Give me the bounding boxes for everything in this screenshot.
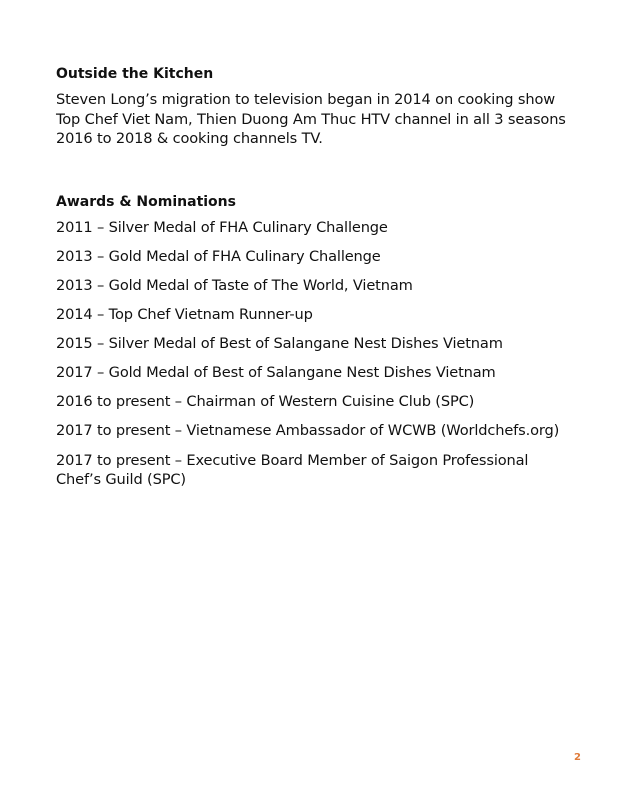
awards-section — [56, 192, 576, 490]
outside-kitchen-heading: Outside the Kitchen — [56, 66, 214, 82]
document-page — [56, 64, 576, 499]
outside-kitchen-section — [56, 64, 576, 149]
awards-heading: Awards & Nominations — [56, 193, 236, 210]
outside-kitchen-paragraph: Steven Long’s migration to television began in 2014 on cooking show Top Chef Viet Nam, Thien Duong Am Thuc HTV channel in all 3 seasons 2016 to 2018 & cooking channels TV. — [56, 91, 566, 148]
award-item: 2017 to present – Executive Board Member of Saigon Professional Chef’s Guild (SPC) — [56, 451, 529, 489]
award-item: 2011 – Silver Medal of FHA Culinary Challenge — [56, 218, 388, 236]
awards-list — [56, 218, 576, 490]
award-item: 2015 – Silver Medal of Best of Salangane Nest Dishes Vietnam — [56, 335, 503, 353]
page-number: 2 — [574, 752, 581, 763]
award-item: 2017 – Gold Medal of Best of Salangane Nest Dishes Vietnam — [56, 364, 496, 382]
award-item: 2013 – Gold Medal of Taste of The World, Vietnam — [56, 276, 413, 294]
award-item: 2017 to present – Vietnamese Ambassador of WCWB (Worldchefs.org) — [56, 422, 560, 440]
award-item: 2013 – Gold Medal of FHA Culinary Challenge — [56, 247, 381, 265]
award-item: 2016 to present – Chairman of Western Cuisine Club (SPC) — [56, 393, 475, 411]
award-item: 2014 – Top Chef Vietnam Runner-up — [56, 306, 313, 324]
